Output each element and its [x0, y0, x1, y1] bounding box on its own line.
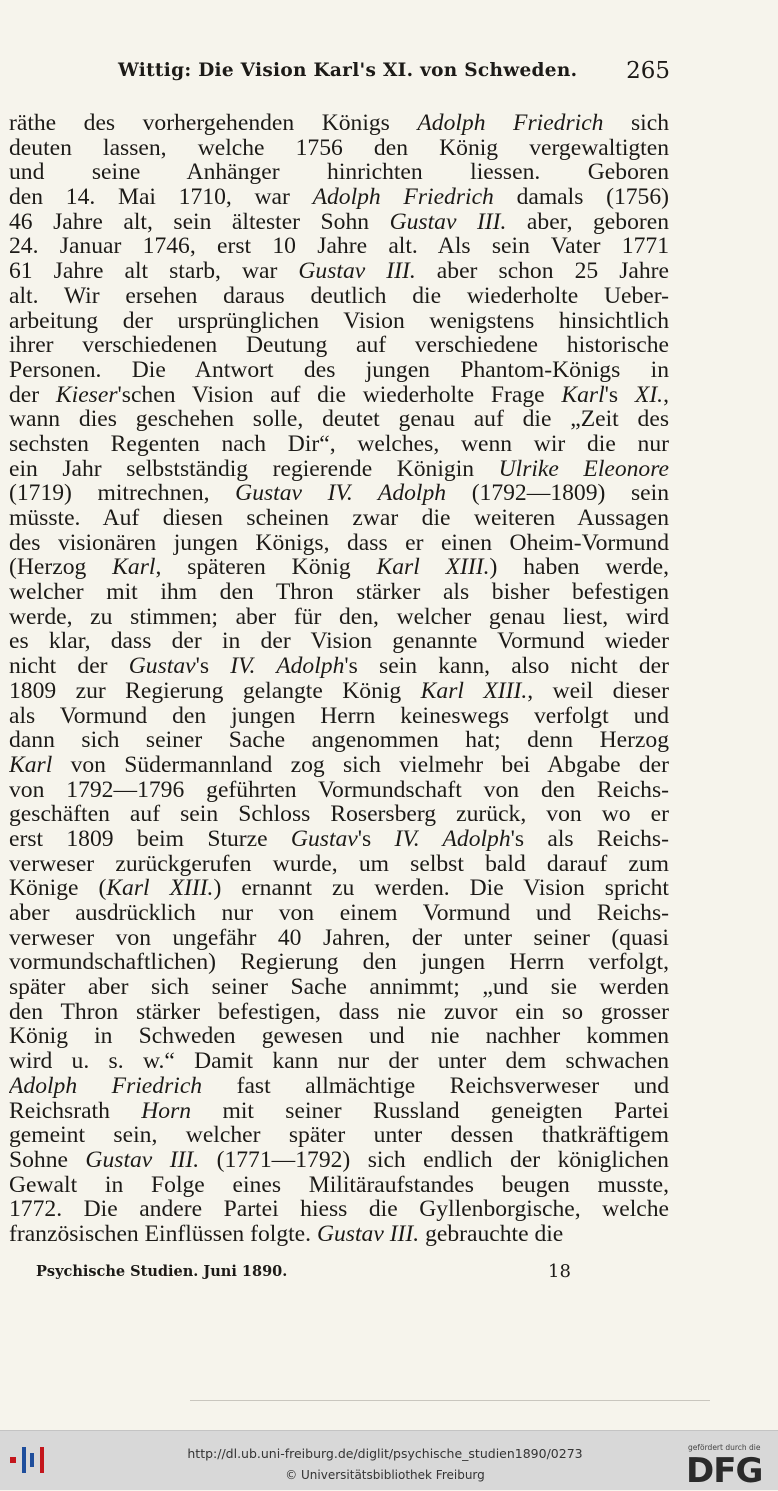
text-line: (Herzog Karl, späteren König Karl XIII.) haben werde,: [9, 555, 669, 581]
sheet-signature: 18: [548, 1261, 571, 1282]
text-line: (1719) mitrechnen, Gustav IV. Adolph (1792—1809) sein: [9, 481, 669, 506]
text-line: sechsten Regenten nach Dir“, welches, wenn wir die nur: [9, 431, 669, 457]
text-line: den 14. Mai 1710, war Adolph Friedrich damals (1756): [9, 185, 669, 210]
text-line: den Thron stärker befestigen, dass nie zuvor ein so grosser: [9, 999, 669, 1025]
text-line: alt. Wir ersehen daraus deutlich die wiederholte Ueber-: [9, 283, 669, 309]
text-line: verweser zurückgerufen wurde, um selbst bald darauf zum: [9, 851, 669, 877]
text-line: Personen. Die Antwort des jungen Phantom-Königs in: [9, 357, 669, 383]
text-line: Könige (Karl XIII.) ernannt zu werden. Die Vision spricht: [9, 876, 669, 901]
text-line: Gewalt in Folge eines Militäraufstandes beugen musste,: [9, 1172, 669, 1198]
text-line: es klar, dass der in der Vision genannte Vormund wieder: [9, 629, 669, 655]
text-line: König in Schweden gewesen und nie nachher kommen: [9, 1024, 669, 1050]
text-line: müsste. Auf diesen scheinen zwar die weiteren Aussagen: [9, 506, 669, 531]
text-line: französischen Einflüssen folgte. Gustav III. gebrauchte die: [9, 1221, 564, 1247]
text-line: welcher mit ihm den Thron stärker als bisher befestigen: [9, 580, 669, 605]
text-line: Adolph Friedrich fast allmächtige Reichsverweser und: [9, 1073, 669, 1099]
running-title: Wittig: Die Vision Karl's XI. von Schweden.: [118, 60, 578, 81]
text-line: verweser von ungefähr 40 Jahren, der unter seiner (quasi: [9, 925, 669, 951]
text-line: Sohne Gustav III. (1771—1792) sich endlich der königlichen: [9, 1147, 669, 1173]
dfg-caption: gefördert durch die: [688, 1443, 761, 1452]
text-line: erst 1809 beim Sturze Gustav's IV. Adolph's als Reichs-: [9, 826, 669, 852]
dfg-logo: DFG: [686, 1451, 763, 1491]
text-line: geschäften auf sein Schloss Rosersberg zurück, von wo er: [9, 802, 669, 827]
text-line: 61 Jahre alt starb, war Gustav III. aber schon 25 Jahre: [9, 259, 669, 284]
text-line: als Vormund den jungen Herrn keineswegs verfolgt und: [9, 703, 669, 729]
text-line: der Kieser'schen Vision auf die wiederholte Frage Karl's XI.,: [9, 382, 669, 408]
library-logo-icon: [10, 1443, 56, 1477]
text-line: und seine Anhänger hinrichten liessen. Geboren: [9, 160, 669, 186]
text-line: 1772. Die andere Partei hiess die Gyllenborgische, welche: [9, 1197, 669, 1222]
copyright-notice: © Universitätsbibliothek Freiburg: [285, 1468, 485, 1482]
text-line: Karl von Südermannland zog sich vielmehr bei Abgabe der: [9, 752, 669, 778]
text-line: 24. Januar 1746, erst 10 Jahre alt. Als sein Vater 1771: [9, 234, 669, 260]
text-line: ein Jahr selbstständig regierende Königin Ulrike Eleonore: [9, 456, 669, 482]
text-line: ihrer verschiedenen Deutung auf verschiedene historische: [9, 333, 669, 358]
text-line: 46 Jahre alt, sein ältester Sohn Gustav III. aber, geboren: [9, 209, 669, 235]
journal-signature: Psychische Studien. Juni 1890.: [36, 1263, 288, 1280]
text-line: Reichsrath Horn mit seiner Russland geneigten Partei: [9, 1098, 669, 1124]
text-line: des visionären jungen Königs, dass er einen Oheim-Vormund: [9, 530, 669, 556]
text-line: dann sich seiner Sache angenommen hat; denn Herzog: [9, 728, 669, 753]
text-line: nicht der Gustav's IV. Adolph's sein kann, also nicht der: [9, 654, 669, 679]
text-line: wann dies geschehen solle, deutet genau auf die „Zeit des: [9, 407, 669, 432]
scan-edge-rule: [190, 1400, 710, 1401]
page-number: 265: [626, 58, 670, 84]
text-line: von 1792—1796 geführten Vormundschaft von den Reichs-: [9, 777, 669, 803]
text-line: vormundschaftlichen) Regierung den jungen Herrn verfolgt,: [9, 950, 669, 976]
source-url-link[interactable]: http://dl.ub.uni-freiburg.de/diglit/psychische_studien1890/0273: [187, 1446, 583, 1461]
body-text: [9, 111, 669, 1247]
text-line: 1809 zur Regierung gelangte König Karl XIII., weil dieser: [9, 678, 669, 704]
text-line: deuten lassen, welche 1756 den König vergewaltigten: [9, 135, 669, 161]
text-line: gemeint sein, welcher später unter dessen thatkräftigem: [9, 1123, 669, 1148]
text-line: werde, zu stimmen; aber für den, welcher genau liest, wird: [9, 604, 669, 630]
text-line: wird u. s. w.“ Damit kann nur der unter dem schwachen: [9, 1049, 669, 1074]
text-line: räthe des vorhergehenden Königs Adolph Friedrich sich: [9, 111, 669, 136]
digitization-stamp: [0, 1430, 778, 1490]
page-footer: [36, 1263, 636, 1287]
text-line: aber ausdrücklich nur von einem Vormund und Reichs-: [9, 901, 669, 926]
page-header: [8, 58, 670, 92]
text-line: arbeitung der ursprünglichen Vision wenigstens hinsichtlich: [9, 308, 669, 334]
text-line: später aber sich seiner Sache annimmt; „und sie werden: [9, 975, 669, 1000]
